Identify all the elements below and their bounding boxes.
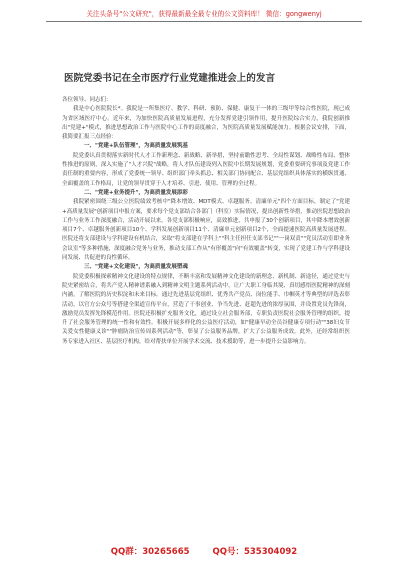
section-heading-1: 一、"党建+队伍管理"，为高质量发展筑基 [84,143,188,150]
section-paragraph-1: 院党委认真贯彻落实新时代人才工作新理念、新战略、新举措，坚持前瞻性思考、全局性谋划、战略性布局、整体性推进的原则，深入实施了"人才兴院"战略，将人才队伍建设列入医院中长期发展规划，党委重要研究事项及党建工作责任制的重要内容，形成了党委统一领导、组织部门牵头抓总、相关部门协同配合、基层党组织具体落实的横纵贯通、全面覆盖的工作格局，让党的领导贯穿于人才培养、引进、使用、管理的全过程。 [62,152,350,187]
intro-paragraph: 我是中心医院院长*。我院是一所集医疗、教学、科研、预防、保健、康复于一体的三级甲等综合性医院，现已成为省区域医疗中心。近年来，为加快医院高质量发展进程，充分发挥党建引领作用，提升医院综合实力，我院创新推出"党建+"模式，推进思想政治工作与医院中心工作的高度融合，为医院高质量发展赋能加力。根据会议安排，下面，我简要汇报三点经验： [62,106,350,141]
section-heading-3: 三、"党建+文化建设"，为高质量发展塑魂 [84,264,188,271]
qq-group-text: QQ群：30265665 [110,547,190,557]
section-paragraph-3: 院党委积极探索精神文化建设的特点规律，不断丰富和发展精神文化建设的新理念、新机制、新途径，通过党史与院史紧密结合，将共产党人精神谱系融入到精神文明主题系列活动中，让广大职工身临其境、真切感悟医院精神的深刻内涵，了解医院的历史积淀和未来目标。通过先进基层党组织、优秀共产党员、岗位能手、巾帼英才等典型的评选表彰活动，以官方公众号等搭建全渠道宣传平台，营造了干事创业、争当先进、赶超先进的浓厚氛围，并设置党员先锋岗，激励党员发挥先锋模范作用。医院还积极扩充服务文化，通过设立社会服务部，专职负责医院社会服务管理的组织，提升了社会服务管理的统一性和有效性。积极开展多样化的公益医疗活动，如"健康早动全员谷健康专项行动""38妇女节关爱女性健康义诊""肿瘤防治宣传周系列活动"等，彰显了公益服务品牌，扩大了公益服务成效。此外，还经常组织医务专家进入社区、基层医疗机构，给对帮扶单位开展学术交流、技术援助等，进一步提升公益影响力。 [62,273,350,345]
header-banner: 关注头条号"公文研究"，获得最新最全最专业的公文资料库！ 微信：gongwenyj [46,8,362,22]
contact-footer [0,545,408,557]
section-paragraph-2: 我院紧密围绕三级公立医院绩效考核中"降本增效、MDT模式、卓越服务、清廉单元"四个方面目标，制定了"党建+高质量发展"创新项目申报方案，要求每个党支部结合各部门（科室）实际情况，提出创新性举措，推动医院思想政治工作与业务工作深度融合，活动开展以来，各党支部积极响应，高效推进，共申报了30个创新项目，其中降本增效创新项目7个、卓越服务创新项目10个、学科发展创新项目11个、清廉单元创新项目2个，全面提速医院高质量发展进程。医院还将支部建设与学科建设有机结合，采取"将支部建在学科上""科主任担任支部书记""一岗双责""党员活动室即业务会议室"等多种措施，深度融合党务与业务，推动支部工作从"有形覆盖"向"有效覆盖"转变，实现了党建工作与学科建设同发展、共促进的良性循环。 [62,199,350,262]
greeting: 各位领导、同志们： [62,97,112,103]
qq-number-text: QQ号：535304092 [212,547,298,557]
document-title: 医院党委书记在全市医疗行业党建推进会上的发言 [64,73,276,84]
section-heading-2: 二、"党建+业务提升"，为高质量发展添彩 [84,189,188,196]
document-body [62,96,350,347]
